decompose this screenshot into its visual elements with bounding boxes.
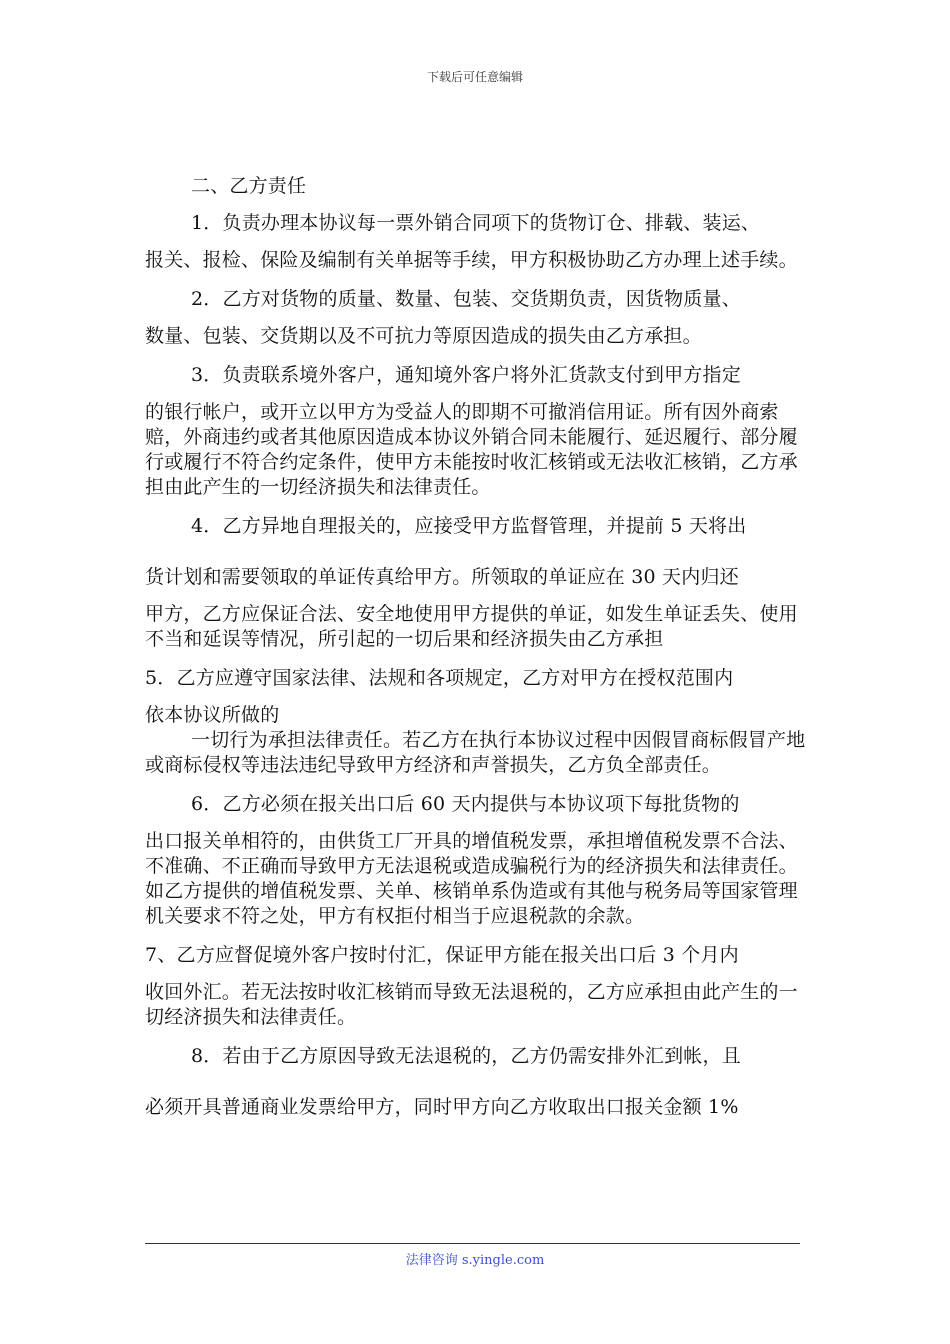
clause-7-line-b: 收回外汇。若无法按时收汇核销而导致无法退税的，乙方应承担由此产生的一切经济损失和法律责任。	[145, 981, 798, 1028]
clause-1-line-b: 报关、报检、保险及编制有关单据等手续，甲方积极协助乙方办理上述手续。	[145, 249, 798, 271]
clause-3-line-b: 的银行帐户，或开立以甲方为受益人的即期不可撤消信用证。所有因外商索赔，外商违约或者其他原因造成本协议外销合同未能履行、延迟履行、部分履行或履行不符合约定条件，使甲方未能按时收汇核销或无法收汇核销，乙方承担由此产生的一切经济损失和法律责任。	[145, 401, 798, 498]
clause-2-line-b: 数量、包装、交货期以及不可抗力等原因造成的损失由乙方承担。	[145, 325, 702, 347]
clause-8-line-b: 必须开具普通商业发票给甲方，同时甲方向乙方收取出口报关金额 1%	[145, 1096, 739, 1118]
clause-6-line-b: 出口报关单相符的，由供货工厂开具的增值税发票，承担增值税发票不合法、不准确、不正确而导致甲方无法退税或造成骗税行为的经济损失和法律责任。如乙方提供的增值税发票、关单、核销单系伪造或有其他与税务局等国家管理机关要求不符之处，甲方有权拒付相当于应退税款的余款。	[145, 830, 798, 927]
clause-4-line-c: 甲方，乙方应保证合法、安全地使用甲方提供的单证，如发生单证丢失、使用不当和延误等情况，所引起的一切后果和经济损失由乙方承担	[145, 603, 798, 650]
clause-7-line-a: 7、乙方应督促境外客户按时付汇，保证甲方能在报关出口后 3 个月内	[145, 944, 739, 966]
clause-2-line-a: 2．乙方对货物的质量、数量、包装、交货期负责，因货物质量、	[191, 288, 741, 310]
header-note: 下载后可任意编辑	[426, 70, 523, 84]
clause-3-line-a: 3．负责联系境外客户，通知境外客户将外汇货款支付到甲方指定	[191, 364, 741, 386]
clause-6-line-a: 6．乙方必须在报关出口后 60 天内提供与本协议项下每批货物的	[191, 793, 740, 815]
clause-8-line-a: 8．若由于乙方原因导致无法退税的，乙方仍需安排外汇到帐，且	[191, 1045, 741, 1067]
clause-4-line-a: 4．乙方异地自理报关的，应接受甲方监督管理，并提前 5 天将出	[191, 515, 747, 537]
clause-5-line-c: 一切行为承担法律责任。若乙方在执行本协议过程中因假冒商标假冒产地或商标侵权等违法违纪导致甲方经济和声誉损失，乙方负全部责任。	[145, 729, 806, 776]
clause-5-line-a: 5．乙方应遵守国家法律、法规和各项规定，乙方对甲方在授权范围内	[145, 667, 734, 689]
section-heading: 二、乙方责任	[191, 175, 307, 197]
clause-4-line-b: 货计划和需要领取的单证传真给甲方。所领取的单证应在 30 天内归还	[145, 566, 739, 588]
clause-1-line-a: 1．负责办理本协议每一票外销合同项下的货物订仓、排载、装运、	[191, 212, 761, 234]
footer-link[interactable]: 法律咨询 s.yingle.com	[405, 1253, 545, 1268]
document-body	[145, 174, 810, 1120]
footer-divider	[145, 1243, 800, 1244]
clause-5-line-b: 依本协议所做的	[145, 704, 280, 726]
